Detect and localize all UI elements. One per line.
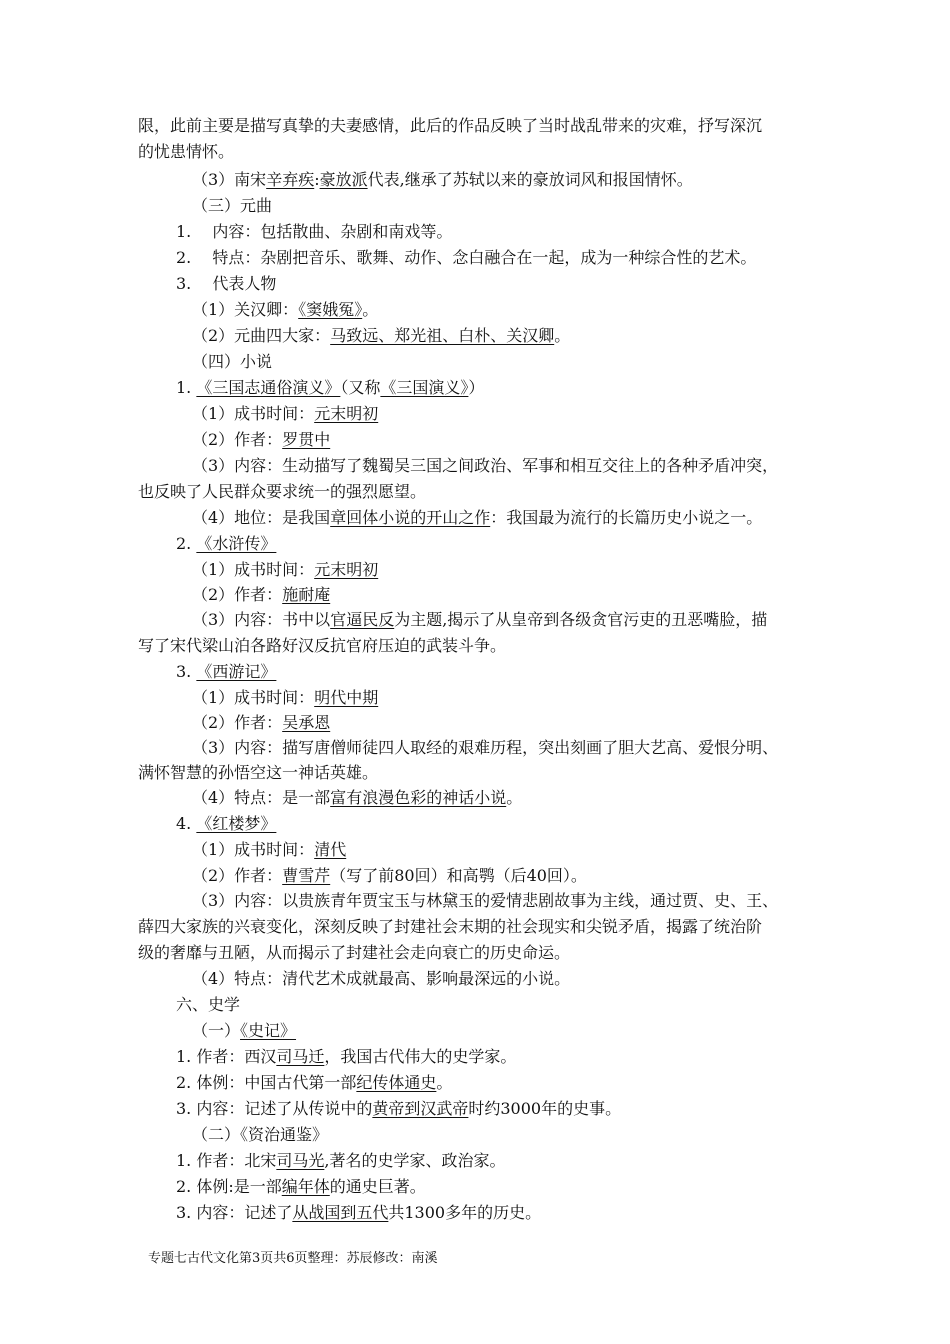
text-line xyxy=(192,713,330,733)
line-text: （3）内容：生动描写了魏蜀吴三国之间政治、军事和相互交往上的各种矛盾冲突， xyxy=(192,456,779,475)
text-line xyxy=(176,248,756,268)
text-line xyxy=(176,1099,621,1119)
line-text: （三）元曲 xyxy=(192,196,273,215)
line-text: 1. 内容：包括散曲、杂剧和南戏等。 xyxy=(176,222,453,241)
line-text: （4）地位：是我国 xyxy=(192,508,331,527)
text-line xyxy=(192,840,346,860)
line-text: 六、史学 xyxy=(176,995,241,1014)
underlined-key-term: 施耐庵 xyxy=(282,585,331,604)
underlined-key-term: 罗贯中 xyxy=(282,430,331,449)
text-line xyxy=(192,456,778,476)
text-line xyxy=(176,378,484,398)
underlined-key-term: 吴承恩 xyxy=(282,713,331,732)
text-line xyxy=(192,404,378,424)
text-line xyxy=(176,1151,505,1171)
page-footer: 专题七古代文化第3页共6页整理：苏辰修改：南溪 xyxy=(148,1251,438,1266)
text-line xyxy=(192,170,693,190)
line-text: ，我国古代伟大的史学家。 xyxy=(324,1047,517,1066)
line-text: （3）南宋 xyxy=(192,170,267,189)
line-text: 级的奢靡与丑陋，从而揭示了封建社会走向衰亡的历史命运。 xyxy=(138,943,571,962)
text-line xyxy=(192,738,778,758)
text-line xyxy=(192,585,330,605)
underlined-key-term: 黄帝到汉武帝 xyxy=(372,1099,469,1118)
line-text: 1. xyxy=(176,378,197,397)
text-line xyxy=(138,116,762,136)
line-text: 限，此前主要是描写真挚的夫妻感情，此后的作品反映了当时战乱带来的灾难，抒写深沉 xyxy=(138,116,763,135)
line-text: （写了前80回）和高鹗（后40回）。 xyxy=(330,866,587,885)
line-text: （2）作者： xyxy=(192,430,283,449)
underlined-key-term: 《三国志通俗演义》 xyxy=(196,378,341,397)
line-text: （四）小说 xyxy=(192,352,273,371)
underlined-key-term: 豪放派 xyxy=(319,170,368,189)
text-line xyxy=(176,1047,516,1067)
underlined-key-term: 纪传体通史 xyxy=(356,1073,437,1092)
text-line xyxy=(138,636,506,656)
text-line xyxy=(138,142,234,162)
line-text: （2）作者： xyxy=(192,866,283,885)
text-line xyxy=(192,560,378,580)
text-line xyxy=(138,482,426,502)
text-line xyxy=(192,969,570,989)
underlined-key-term: 明代中期 xyxy=(314,688,379,707)
text-line xyxy=(192,610,767,630)
line-text: （1）成书时间： xyxy=(192,840,315,859)
text-line xyxy=(192,688,378,708)
text-line xyxy=(176,995,240,1015)
line-text: 2. xyxy=(176,534,197,553)
text-line xyxy=(192,1021,296,1041)
line-text: 写了宋代梁山泊各路好汉反抗官府压迫的武装斗争。 xyxy=(138,636,507,655)
line-text: （1）关汉卿： xyxy=(192,300,299,319)
line-text: 的通史巨著。 xyxy=(329,1177,426,1196)
line-text: 4. xyxy=(176,814,197,833)
line-text: 2. 体例：中国古代第一部 xyxy=(176,1073,357,1092)
line-text: （2）作者： xyxy=(192,713,283,732)
text-line xyxy=(192,352,272,372)
underlined-key-term: 元末明初 xyxy=(314,560,379,579)
underlined-key-term: 《三国演义》 xyxy=(380,378,469,397)
line-text: （3）内容：以贵族青年贾宝玉与林黛玉的爱情悲剧故事为主线，通过贾、史、王、 xyxy=(192,891,779,910)
text-line xyxy=(192,891,778,911)
underlined-key-term: 马致远、郑光祖、白朴、关汉卿 xyxy=(330,326,555,345)
underlined-key-term: 章回体小说的开山之作 xyxy=(330,508,491,527)
line-text: 1. 作者：北宋 xyxy=(176,1151,277,1170)
line-text: 时约3000年的史事。 xyxy=(468,1099,622,1118)
line-text: 也反映了人民群众要求统一的强烈愿望。 xyxy=(138,482,427,501)
line-text: 的忧患情怀。 xyxy=(138,142,235,161)
line-text: 共1300多年的历史。 xyxy=(388,1203,542,1222)
text-line xyxy=(192,196,272,216)
text-line xyxy=(192,300,378,320)
line-text: （一） xyxy=(192,1021,241,1040)
line-text: （2）元曲四大家： xyxy=(192,326,331,345)
line-text: 薛四大家族的兴衰变化，深刻反映了封建社会末期的社会现实和尖锐矛盾，揭露了统治阶 xyxy=(138,917,763,936)
text-line xyxy=(176,534,276,554)
text-line xyxy=(138,943,570,963)
text-line xyxy=(176,1073,452,1093)
text-line xyxy=(192,1125,328,1145)
line-text: 代表,继承了苏轼以来的豪放词风和报国情怀。 xyxy=(367,170,693,189)
underlined-key-term: 从战国到五代 xyxy=(292,1203,389,1222)
line-text: （1）成书时间： xyxy=(192,404,315,423)
line-text: 3. 代表人物 xyxy=(176,274,277,293)
line-text: 2. 特点：杂剧把音乐、歌舞、动作、念白融合在一起，成为一种综合性的艺术。 xyxy=(176,248,757,267)
underlined-key-term: 《窦娥冤》 xyxy=(298,300,363,319)
line-text: 满怀智慧的孙悟空这一神话英雄。 xyxy=(138,763,379,782)
line-text: : xyxy=(314,170,320,189)
text-line xyxy=(176,274,276,294)
underlined-key-term: 《西游记》 xyxy=(196,662,277,681)
text-line xyxy=(176,1203,541,1223)
line-text: 2. 体例:是一部 xyxy=(176,1177,282,1196)
line-text: （2）作者： xyxy=(192,585,283,604)
underlined-key-term: 《红楼梦》 xyxy=(196,814,277,833)
line-text: 1. 作者：西汉 xyxy=(176,1047,277,1066)
line-text: （又称 xyxy=(340,378,381,397)
line-text: 。 xyxy=(362,300,379,319)
line-text: 3. 内容：记述了 xyxy=(176,1203,293,1222)
text-line xyxy=(192,508,762,528)
text-line xyxy=(192,430,330,450)
underlined-key-term: 司马迁 xyxy=(276,1047,325,1066)
line-text: 。 xyxy=(554,326,571,345)
underlined-key-term: 清代 xyxy=(314,840,347,859)
underlined-key-term: 官逼民反 xyxy=(330,610,395,629)
line-text: ：我国最为流行的长篇历史小说之一。 xyxy=(490,508,763,527)
line-text: （1）成书时间： xyxy=(192,688,315,707)
text-line xyxy=(176,1177,426,1197)
underlined-key-term: 司马光 xyxy=(276,1151,325,1170)
underlined-key-term: 辛弃疾 xyxy=(266,170,315,189)
line-text: 3. 内容：记述了从传说中的 xyxy=(176,1099,373,1118)
text-line xyxy=(138,763,378,783)
line-text: ,著名的史学家、政治家。 xyxy=(324,1151,506,1170)
line-text: （4）特点：是一部 xyxy=(192,788,331,807)
text-line xyxy=(176,814,276,834)
line-text: （二）《资治通鉴》 xyxy=(192,1125,329,1144)
underlined-key-term: 《水浒传》 xyxy=(196,534,277,553)
line-text: （1）成书时间： xyxy=(192,560,315,579)
text-line xyxy=(192,788,522,808)
text-line xyxy=(192,866,587,886)
text-line xyxy=(176,662,276,682)
line-text: （4）特点：清代艺术成就最高、影响最深远的小说。 xyxy=(192,969,571,988)
text-line xyxy=(138,917,762,937)
text-line xyxy=(176,222,452,242)
line-text: （3）内容：描写唐僧师徒四人取经的艰难历程，突出刻画了胆大艺高、爱恨分明、 xyxy=(192,738,779,757)
line-text: ） xyxy=(468,378,485,397)
line-text: 为主题,揭示了从皇帝到各级贪官污吏的丑恶嘴脸，描 xyxy=(394,610,768,629)
underlined-key-term: 曹雪芹 xyxy=(282,866,331,885)
underlined-key-term: 编年体 xyxy=(281,1177,330,1196)
line-text: 。 xyxy=(436,1073,453,1092)
underlined-key-term: 元末明初 xyxy=(314,404,379,423)
line-text: （3）内容：书中以 xyxy=(192,610,331,629)
underlined-key-term: 《史记》 xyxy=(240,1021,297,1040)
line-text: 。 xyxy=(506,788,523,807)
underlined-key-term: 富有浪漫色彩的神话小说 xyxy=(330,788,507,807)
text-line xyxy=(192,326,570,346)
line-text: 3. xyxy=(176,662,197,681)
